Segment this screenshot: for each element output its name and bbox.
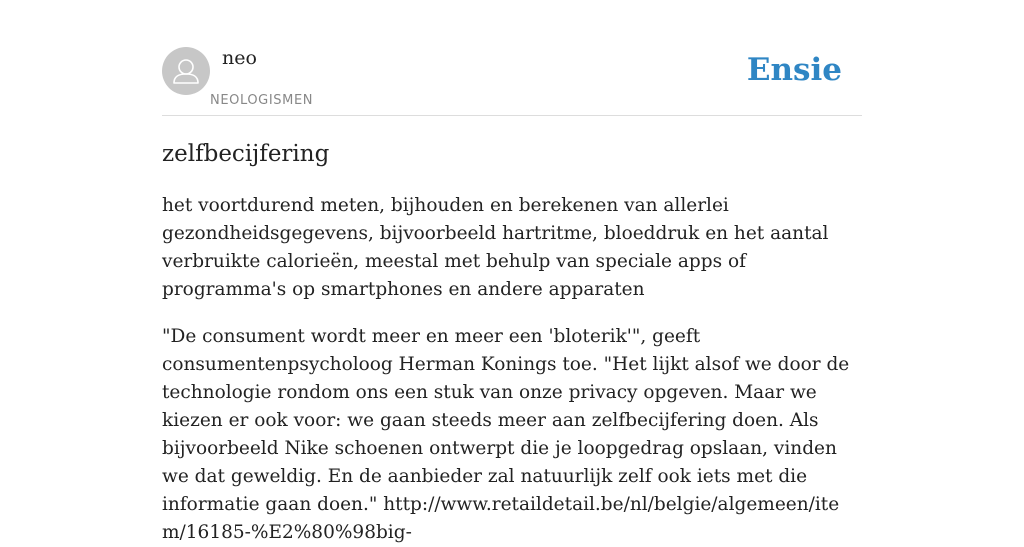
entry-card bbox=[162, 0, 862, 543]
username-link[interactable]: neo bbox=[222, 47, 257, 69]
entry-example bbox=[162, 323, 862, 547]
ensie-logo[interactable]: Ensie bbox=[746, 52, 842, 88]
user-avatar[interactable] bbox=[162, 47, 210, 95]
user-placeholder-icon bbox=[162, 47, 210, 95]
entry-header bbox=[162, 0, 862, 116]
entry-word: zelfbecijfering bbox=[162, 141, 330, 167]
group-link[interactable]: NEOLOGISMEN bbox=[210, 93, 314, 108]
entry-definition: het voortdurend meten, bijhouden en berekenen van allerlei gezondheidsgegevens, bijvoorbeeld hartritme, bloeddruk en het aantal verbruikte calorieën, meestal met behulp van speciale apps of programma's op smartphones en andere apparaten bbox=[162, 195, 829, 300]
example-text: "De consument wordt meer en meer een 'bloterik'", geeft consumentenpsycholoog Herman Konings toe. "Het lijkt alsof we door de technologie rondom ons een stuk van onze privacy opgeven. Maar we kiezen er ook voor: we gaan steeds meer aan zelfbecijfering doen. Als bijvoorbeeld Nike schoenen ontwerpt die je loopgedrag opslaan, vinden we dat geweldig. En de aanbieder zal natuurlijk zelf ook iets met die informatie gaan doen." bbox=[162, 326, 850, 515]
source-link[interactable]: http://www.retaildetail.be/nl/belgie/algemeen/item/16185-%E2%80%98big- bbox=[162, 494, 840, 543]
